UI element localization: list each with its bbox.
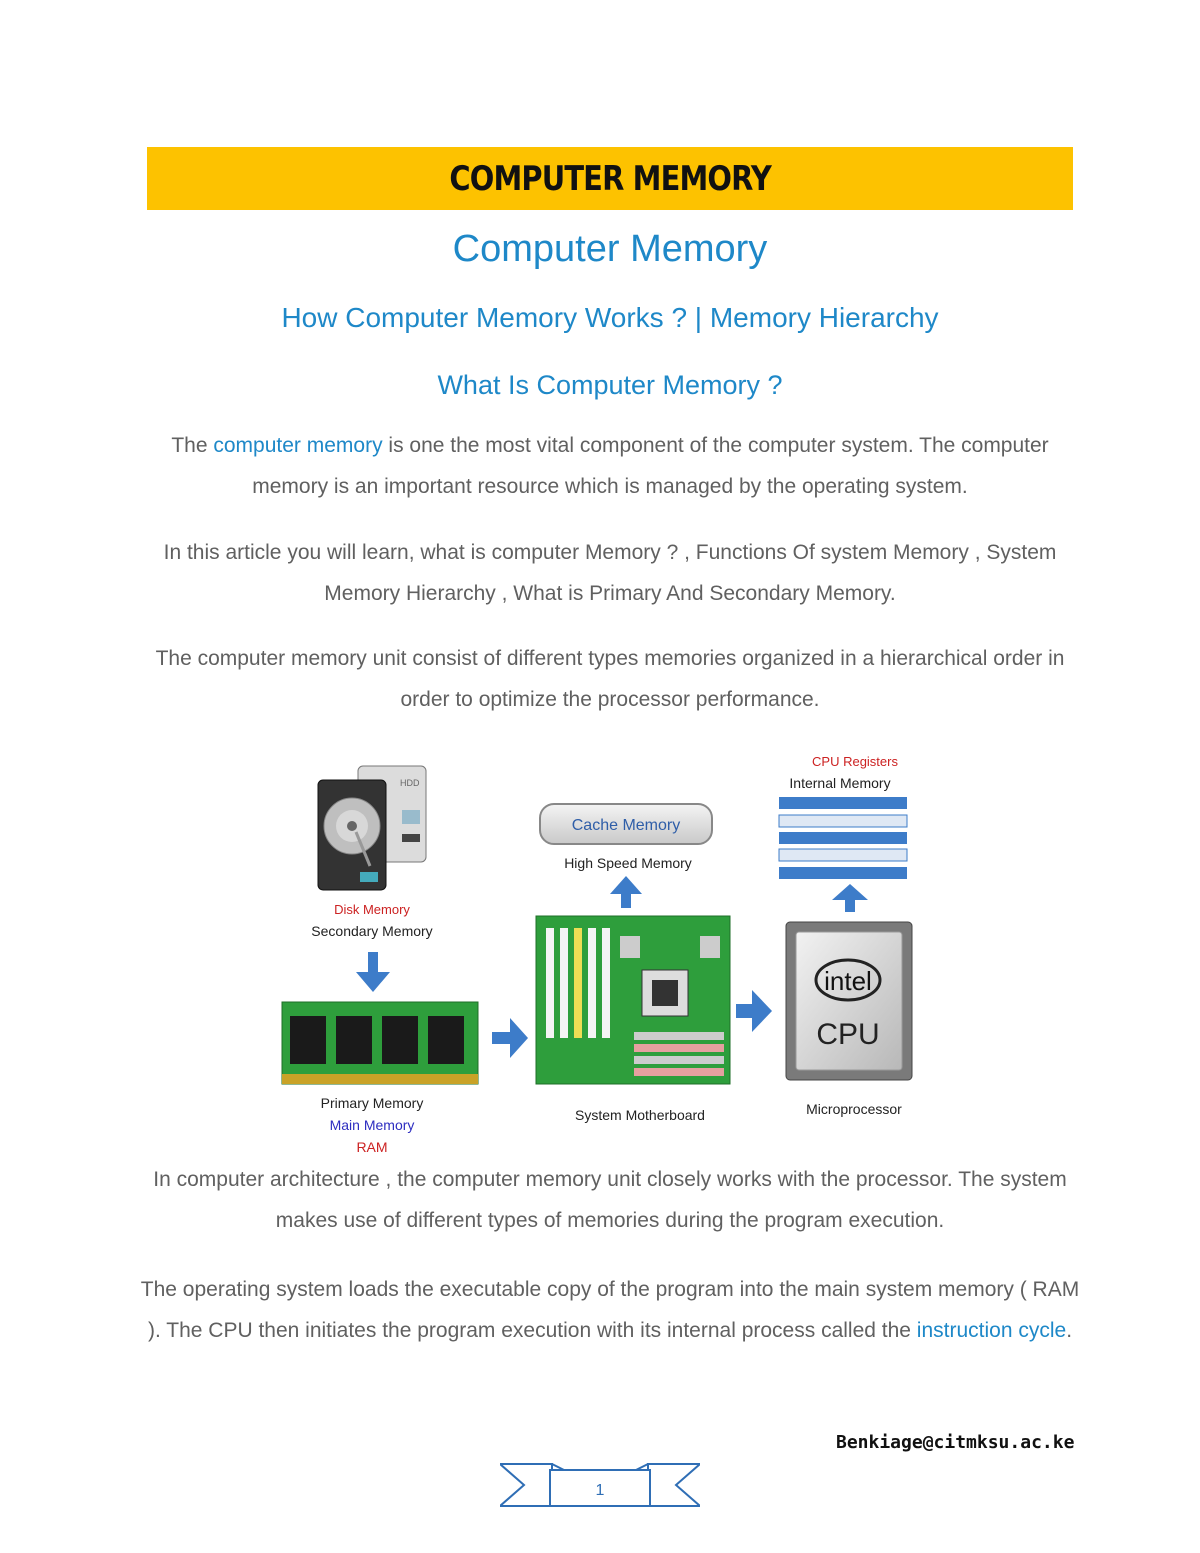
arrow-right-icon — [492, 1018, 528, 1058]
cache-memory-label: Cache Memory — [571, 817, 681, 834]
primary-memory-label: Primary Memory — [320, 1095, 424, 1111]
banner-title: COMPUTER MEMORY — [449, 158, 771, 199]
arrow-right-icon — [736, 990, 772, 1032]
p5-text-before: The operating system loads the executable copy of the program into the main system memory ( RAM ). The CPU then initiates the program execution with its internal process called the — [140, 1278, 1080, 1342]
page-subheading: How Computer Memory Works ? | Memory Hierarchy — [281, 302, 939, 333]
internal-memory-label: Internal Memory — [789, 775, 891, 791]
intel-cpu-icon — [786, 922, 912, 1080]
disk-memory-label: Disk Memory — [334, 902, 410, 917]
high-speed-memory-label: High Speed Memory — [564, 855, 692, 871]
p1-text-after: is one the most vital component of the computer system. The computer memory is an important resource which is managed by the operating system. — [252, 434, 1049, 498]
page-number-ribbon — [500, 1458, 700, 1514]
title-banner — [147, 147, 1073, 210]
registers-stack-icon — [779, 797, 907, 879]
arrow-down-icon — [356, 952, 390, 992]
hdd-icon — [318, 766, 426, 890]
paragraph-intro — [140, 425, 1080, 507]
cpu-registers-label: CPU Registers — [812, 754, 898, 769]
section-title: What Is Computer Memory ? — [437, 370, 783, 400]
paragraph-architecture: In computer architecture , the computer memory unit closely works with the processor. The system makes use of different types of memories during the program execution. — [153, 1168, 1067, 1232]
intel-logo-text: intel — [824, 966, 872, 996]
page-heading: Computer Memory — [452, 228, 768, 270]
cpu-text: CPU — [816, 1018, 880, 1051]
author-email: Benkiage@citmksu.ac.ke — [836, 1432, 1075, 1453]
ram-module-icon — [282, 1002, 478, 1084]
motherboard-label: System Motherboard — [575, 1107, 705, 1123]
main-memory-label: Main Memory — [329, 1117, 415, 1133]
ram-label: RAM — [356, 1139, 388, 1155]
page-number: 1 — [595, 1482, 605, 1499]
arrow-up-icon — [610, 876, 642, 908]
microprocessor-label: Microprocessor — [806, 1101, 902, 1117]
paragraph-hierarchy: The computer memory unit consist of different types memories organized in a hierarchical order in order to optimize the processor performance. — [155, 647, 1065, 711]
instruction-cycle-link[interactable]: instruction cycle — [916, 1319, 1067, 1342]
hdd-text: HDD — [400, 778, 420, 788]
paragraph-execution — [140, 1269, 1080, 1351]
memory-hierarchy-diagram — [270, 740, 930, 1160]
paragraph-article-scope: In this article you will learn, what is computer Memory ? , Functions Of system Memory , System Memory Hierarchy , What is Primary And Secondary Memory. — [163, 541, 1057, 605]
computer-memory-link[interactable]: computer memory — [213, 434, 383, 457]
p5-text-after: . — [1066, 1319, 1073, 1342]
p1-text-before: The — [171, 434, 214, 457]
arrow-up-icon — [832, 884, 868, 912]
motherboard-icon — [536, 916, 730, 1084]
secondary-memory-label: Secondary Memory — [311, 923, 433, 939]
